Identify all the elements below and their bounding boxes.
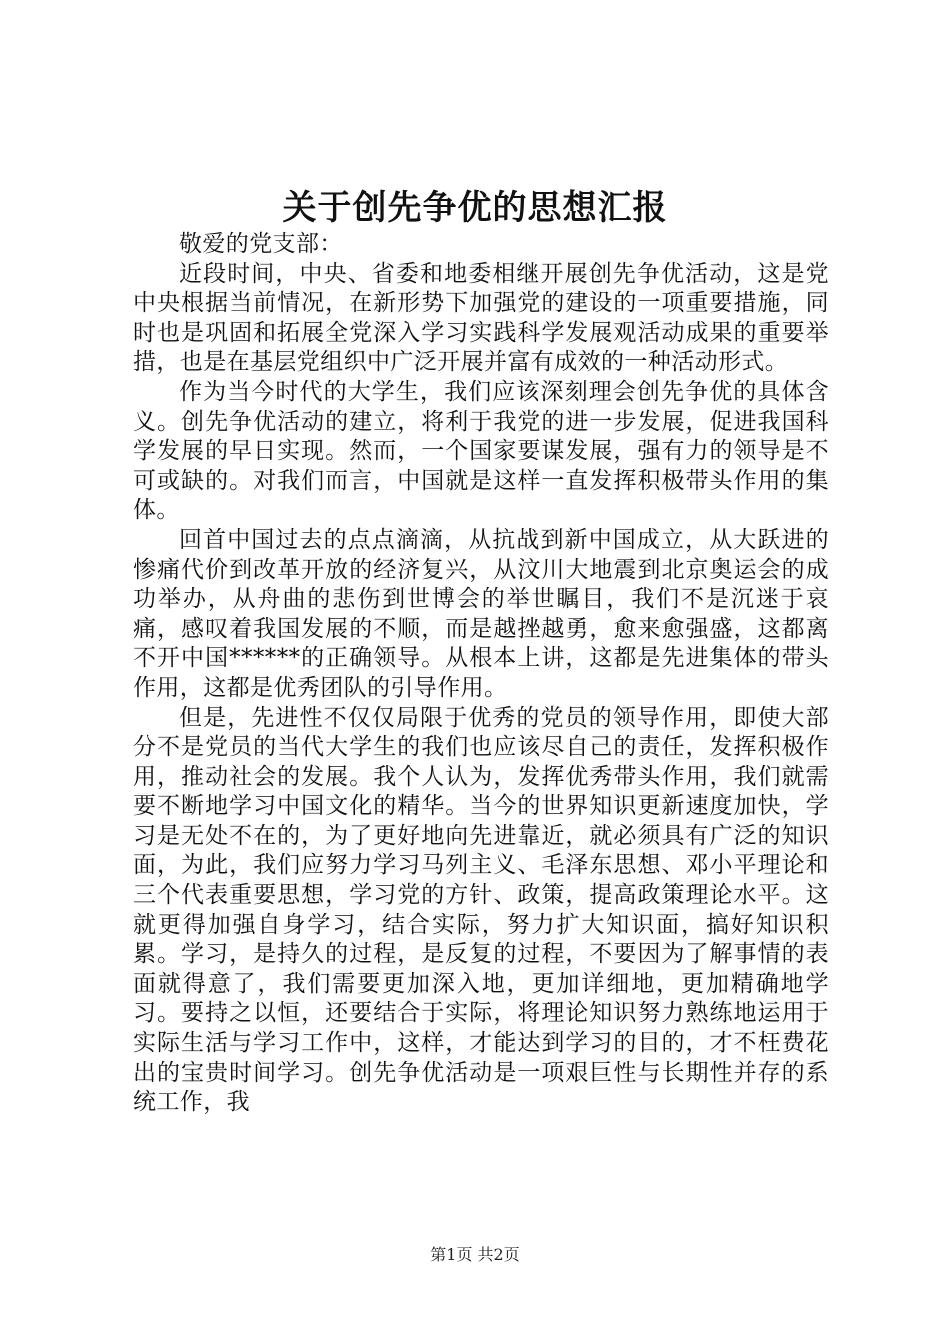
paragraph: 回首中国过去的点点滴滴，从抗战到新中国成立，从大跃进的惨痛代价到改革开放的经济复兴，从汶川大地震到北京奥运会的成功举办，从舟曲的悲伤到世博会的举世瞩目，我们不是沉迷于哀痛，感叹着我国发展的不顺，而是越挫越勇，愈来愈强盛，这都离不开中国******的正确领导。从根本上讲，这都是先进集体的带头作用，这都是优秀团队的引导作用。	[133, 526, 829, 701]
paragraph: 作为当今时代的大学生，我们应该深刻理会创先争优的具体含义。创先争优活动的建立，将利于我党的进一步发展，促进我国科学发展的早日实现。然而，一个国家要谋发展，强有力的领导是不可或缺的。对我们而言，中国就是这样一直发挥积极带头作用的集体。	[133, 378, 829, 524]
paragraph: 但是，先进性不仅仅局限于优秀的党员的领导作用，即使大部分不是党员的当代大学生的我们也应该尽自己的责任，发挥积极作用，推动社会的发展。我个人认为，发挥优秀带头作用，我们就需要不断地学习中国文化的精华。当今的世界知识更新速度加快，学习是无处不在的，为了更好地向先进靠近，就必须具有广泛的知识面，为此，我们应努力学习马列主义、毛泽东思想、邓小平理论和三个代表重要思想，学习党的方针、政策，提高政策理论水平。这就更得加强自身学习，结合实际，努力扩大知识面，搞好知识积累。学习，是持久的过程，是反复的过程，不要因为了解事情的表面就得意了，我们需要更加深入地，更加详细地，更加精确地学习。要持之以恒，还要结合于实际，将理论知识努力熟练地运用于实际生活与学习工作中，这样，才能达到学习的目的，才不枉费花出的宝贵时间学习。创先争优活动是一项艰巨性与长期性并存的系统工作，我	[133, 704, 829, 1116]
document-title: 关于创先争优的思想汇报	[282, 188, 668, 228]
salutation: 敬爱的党支部：	[179, 231, 343, 257]
page-footer: 第1页 共2页	[430, 1245, 520, 1264]
document-body	[133, 230, 829, 1118]
paragraph: 近段时间，中央、省委和地委相继开展创先争优活动，这是党中央根据当前情况，在新形势下加强党的建设的一项重要措施，同时也是巩固和拓展全党深入学习实践科学发展观活动成果的重要举措，也是在基层党组织中广泛开展并富有成效的一种活动形式。	[133, 260, 829, 376]
